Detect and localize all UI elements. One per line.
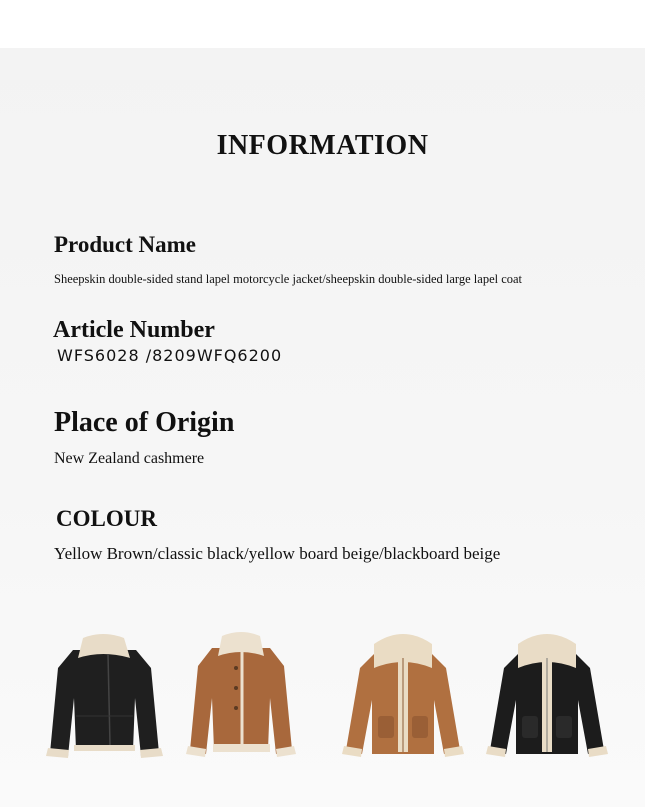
place-of-origin-value: New Zealand cashmere xyxy=(54,450,205,467)
article-number-label: Article Number xyxy=(53,317,215,343)
brown-hooded-coat-image xyxy=(338,628,468,768)
product-images xyxy=(0,628,645,768)
black-moto-jacket-image xyxy=(38,628,168,768)
page-title: INFORMATION xyxy=(216,130,429,161)
product-name-value: Sheepskin double-sided stand lapel motorcycle jacket/sheepskin double-sided large lapel coat xyxy=(54,272,523,286)
product-name-label: Product Name xyxy=(54,232,197,257)
place-of-origin-label: Place of Origin xyxy=(54,407,235,438)
colour-value: Yellow Brown/classic black/yellow board beige/blackboard beige xyxy=(54,544,501,563)
article-number-value: WFS6028 /8209WFQ6200 xyxy=(57,346,283,365)
brown-stand-collar-jacket-image xyxy=(180,628,300,768)
colour-label: COLOUR xyxy=(56,506,157,531)
black-hooded-coat-image xyxy=(482,628,612,768)
